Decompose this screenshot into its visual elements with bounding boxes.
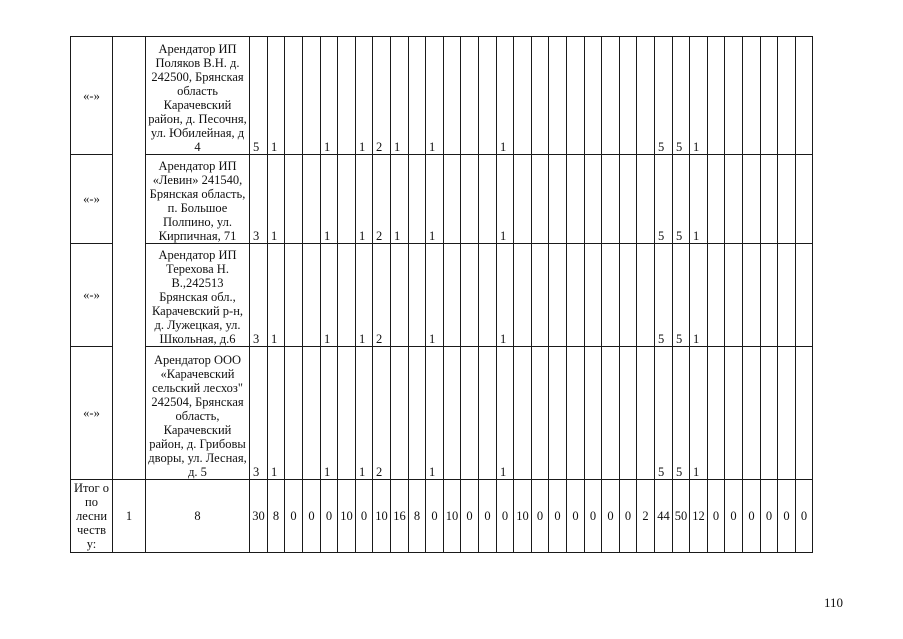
value-cell: 5 [673,37,690,155]
value-cell: 0 [532,480,549,553]
value-cell: 1 [497,37,514,155]
value-cell: 0 [743,480,761,553]
value-cell: 50 [673,480,690,553]
value-cell: 1 [426,37,444,155]
table-row [71,244,813,347]
value-cell: 2 [373,347,391,480]
value-cell: 1 [391,155,409,244]
value-cell: 5 [250,37,268,155]
value-cell [532,37,549,155]
value-cell: 1 [497,347,514,480]
value-cell: 0 [761,480,778,553]
value-cell [444,155,461,244]
value-cell: 1 [391,37,409,155]
value-cell: 1 [690,244,708,347]
value-cell: 5 [655,155,673,244]
value-cell: 2 [373,37,391,155]
tenant-address-cell: Арендатор ИП «Левин» 241540, Брянская область, п. Большое Полпино, ул. Кирпичная, 71 [146,155,250,244]
value-cell [409,155,426,244]
value-cell [461,37,479,155]
value-cell: 0 [725,480,743,553]
value-cell: 3 [250,347,268,480]
forestry-cell [113,347,146,480]
value-cell [303,244,321,347]
value-cell [761,347,778,480]
value-cell [549,244,567,347]
total-label: Итог о по лесни честв у: [71,480,113,553]
value-cell [479,155,497,244]
table-row [71,155,813,244]
value-cell [549,37,567,155]
value-cell: 1 [690,37,708,155]
value-cell [338,244,356,347]
row-label: «-» [71,244,113,347]
value-cell: 0 [285,480,303,553]
value-cell [461,244,479,347]
value-cell: 1 [321,244,338,347]
value-cell [409,244,426,347]
value-cell: 1 [321,37,338,155]
page-number: 110 [824,595,844,610]
value-cell [479,347,497,480]
value-cell [391,244,409,347]
value-cell: 8 [268,480,285,553]
value-cell [778,37,796,155]
value-cell [743,155,761,244]
value-cell [514,37,532,155]
value-cell [303,155,321,244]
row-label: «-» [71,37,113,155]
value-cell [549,347,567,480]
value-cell [620,37,637,155]
value-cell [602,37,620,155]
value-cell: 0 [778,480,796,553]
value-cell [391,347,409,480]
value-cell: 1 [497,244,514,347]
value-cell [796,155,813,244]
value-cell: 1 [268,347,285,480]
value-cell [461,347,479,480]
value-cell [637,37,655,155]
value-cell [567,37,585,155]
value-cell: 0 [497,480,514,553]
value-cell [761,155,778,244]
value-cell: 5 [673,244,690,347]
value-cell: 0 [796,480,813,553]
value-cell: 30 [250,480,268,553]
value-cell [585,37,602,155]
tenant-address-cell: Арендатор ИП Поляков В.Н. д. 242500, Брянская область Карачевский район, д. Песочня, ул. Юбилейная, д 4 [146,37,250,155]
value-cell [532,347,549,480]
value-cell [725,244,743,347]
value-cell: 8 [409,480,426,553]
value-cell [637,155,655,244]
value-cell [549,155,567,244]
value-cell: 0 [321,480,338,553]
value-cell [444,347,461,480]
value-cell [479,244,497,347]
value-cell: 2 [373,244,391,347]
value-cell [796,244,813,347]
value-cell: 44 [655,480,673,553]
value-cell: 1 [356,244,373,347]
value-cell [285,155,303,244]
value-cell [796,347,813,480]
value-cell: 1 [268,155,285,244]
value-cell: 0 [303,480,321,553]
value-cell [585,244,602,347]
value-cell [761,244,778,347]
value-cell [743,37,761,155]
value-cell [567,244,585,347]
value-cell: 0 [585,480,602,553]
value-cell [285,37,303,155]
value-cell: 5 [655,37,673,155]
value-cell: 5 [673,155,690,244]
value-cell [338,37,356,155]
value-cell: 0 [620,480,637,553]
value-cell [285,244,303,347]
value-cell [602,155,620,244]
value-cell [338,155,356,244]
value-cell: 1 [426,244,444,347]
value-cell [567,155,585,244]
value-cell [585,347,602,480]
value-cell: 10 [373,480,391,553]
value-cell [532,244,549,347]
value-cell: 0 [356,480,373,553]
value-cell [725,37,743,155]
value-cell [778,347,796,480]
row-label: «-» [71,347,113,480]
value-cell [585,155,602,244]
value-cell [778,155,796,244]
value-cell [514,244,532,347]
value-cell: 1 [356,347,373,480]
value-cell [761,37,778,155]
value-cell [602,244,620,347]
value-cell [743,347,761,480]
value-cell: 1 [690,347,708,480]
value-cell: 5 [655,244,673,347]
value-cell [708,37,725,155]
value-cell: 1 [426,347,444,480]
value-cell [637,244,655,347]
value-cell [479,37,497,155]
value-cell [514,347,532,480]
value-cell: 1 [321,155,338,244]
forestry-cell [113,155,146,244]
forestry-cell [113,37,146,155]
value-cell: 3 [250,155,268,244]
value-cell [532,155,549,244]
value-cell: 10 [444,480,461,553]
tenant-address-cell: Арендатор ООО «Карачевский сельский лесхоз" 242504, Брянская область, Карачевский район, д. Грибовы дворы, ул. Лесная, д. 5 [146,347,250,480]
value-cell: 12 [690,480,708,553]
total-count-cell: 8 [146,480,250,553]
value-cell: 1 [426,155,444,244]
forestry-cell: 1 [113,480,146,553]
value-cell [725,347,743,480]
value-cell: 1 [268,37,285,155]
value-cell: 1 [356,155,373,244]
value-cell [620,347,637,480]
value-cell [708,244,725,347]
value-cell [285,347,303,480]
value-cell: 1 [321,347,338,480]
value-cell: 2 [637,480,655,553]
value-cell: 0 [549,480,567,553]
value-cell: 1 [497,155,514,244]
value-cell [637,347,655,480]
value-cell: 0 [602,480,620,553]
value-cell [743,244,761,347]
value-cell [409,347,426,480]
value-cell: 0 [461,480,479,553]
value-cell [620,155,637,244]
value-cell [303,347,321,480]
value-cell: 2 [373,155,391,244]
value-cell [338,347,356,480]
value-cell: 0 [567,480,585,553]
value-cell: 5 [673,347,690,480]
value-cell: 16 [391,480,409,553]
value-cell [409,37,426,155]
value-cell: 0 [708,480,725,553]
value-cell [778,244,796,347]
value-cell: 0 [479,480,497,553]
value-cell: 1 [268,244,285,347]
value-cell [514,155,532,244]
data-table [70,36,813,553]
value-cell: 3 [250,244,268,347]
value-cell: 10 [338,480,356,553]
value-cell [725,155,743,244]
value-cell: 1 [356,37,373,155]
row-label: «-» [71,155,113,244]
tenant-address-cell: Арендатор ИП Терехова Н. В.,242513 Брянская обл., Карачевский р-н, д. Лужецкая, ул. Школьная, д.6 [146,244,250,347]
value-cell [602,347,620,480]
value-cell [620,244,637,347]
value-cell [444,244,461,347]
value-cell: 1 [690,155,708,244]
value-cell [708,155,725,244]
value-cell [303,37,321,155]
value-cell [567,347,585,480]
forestry-cell [113,244,146,347]
value-cell: 0 [426,480,444,553]
value-cell [461,155,479,244]
value-cell [708,347,725,480]
value-cell [796,37,813,155]
value-cell: 10 [514,480,532,553]
table-row [71,37,813,155]
total-row [71,480,813,553]
table-row [71,347,813,480]
value-cell: 5 [655,347,673,480]
value-cell [444,37,461,155]
